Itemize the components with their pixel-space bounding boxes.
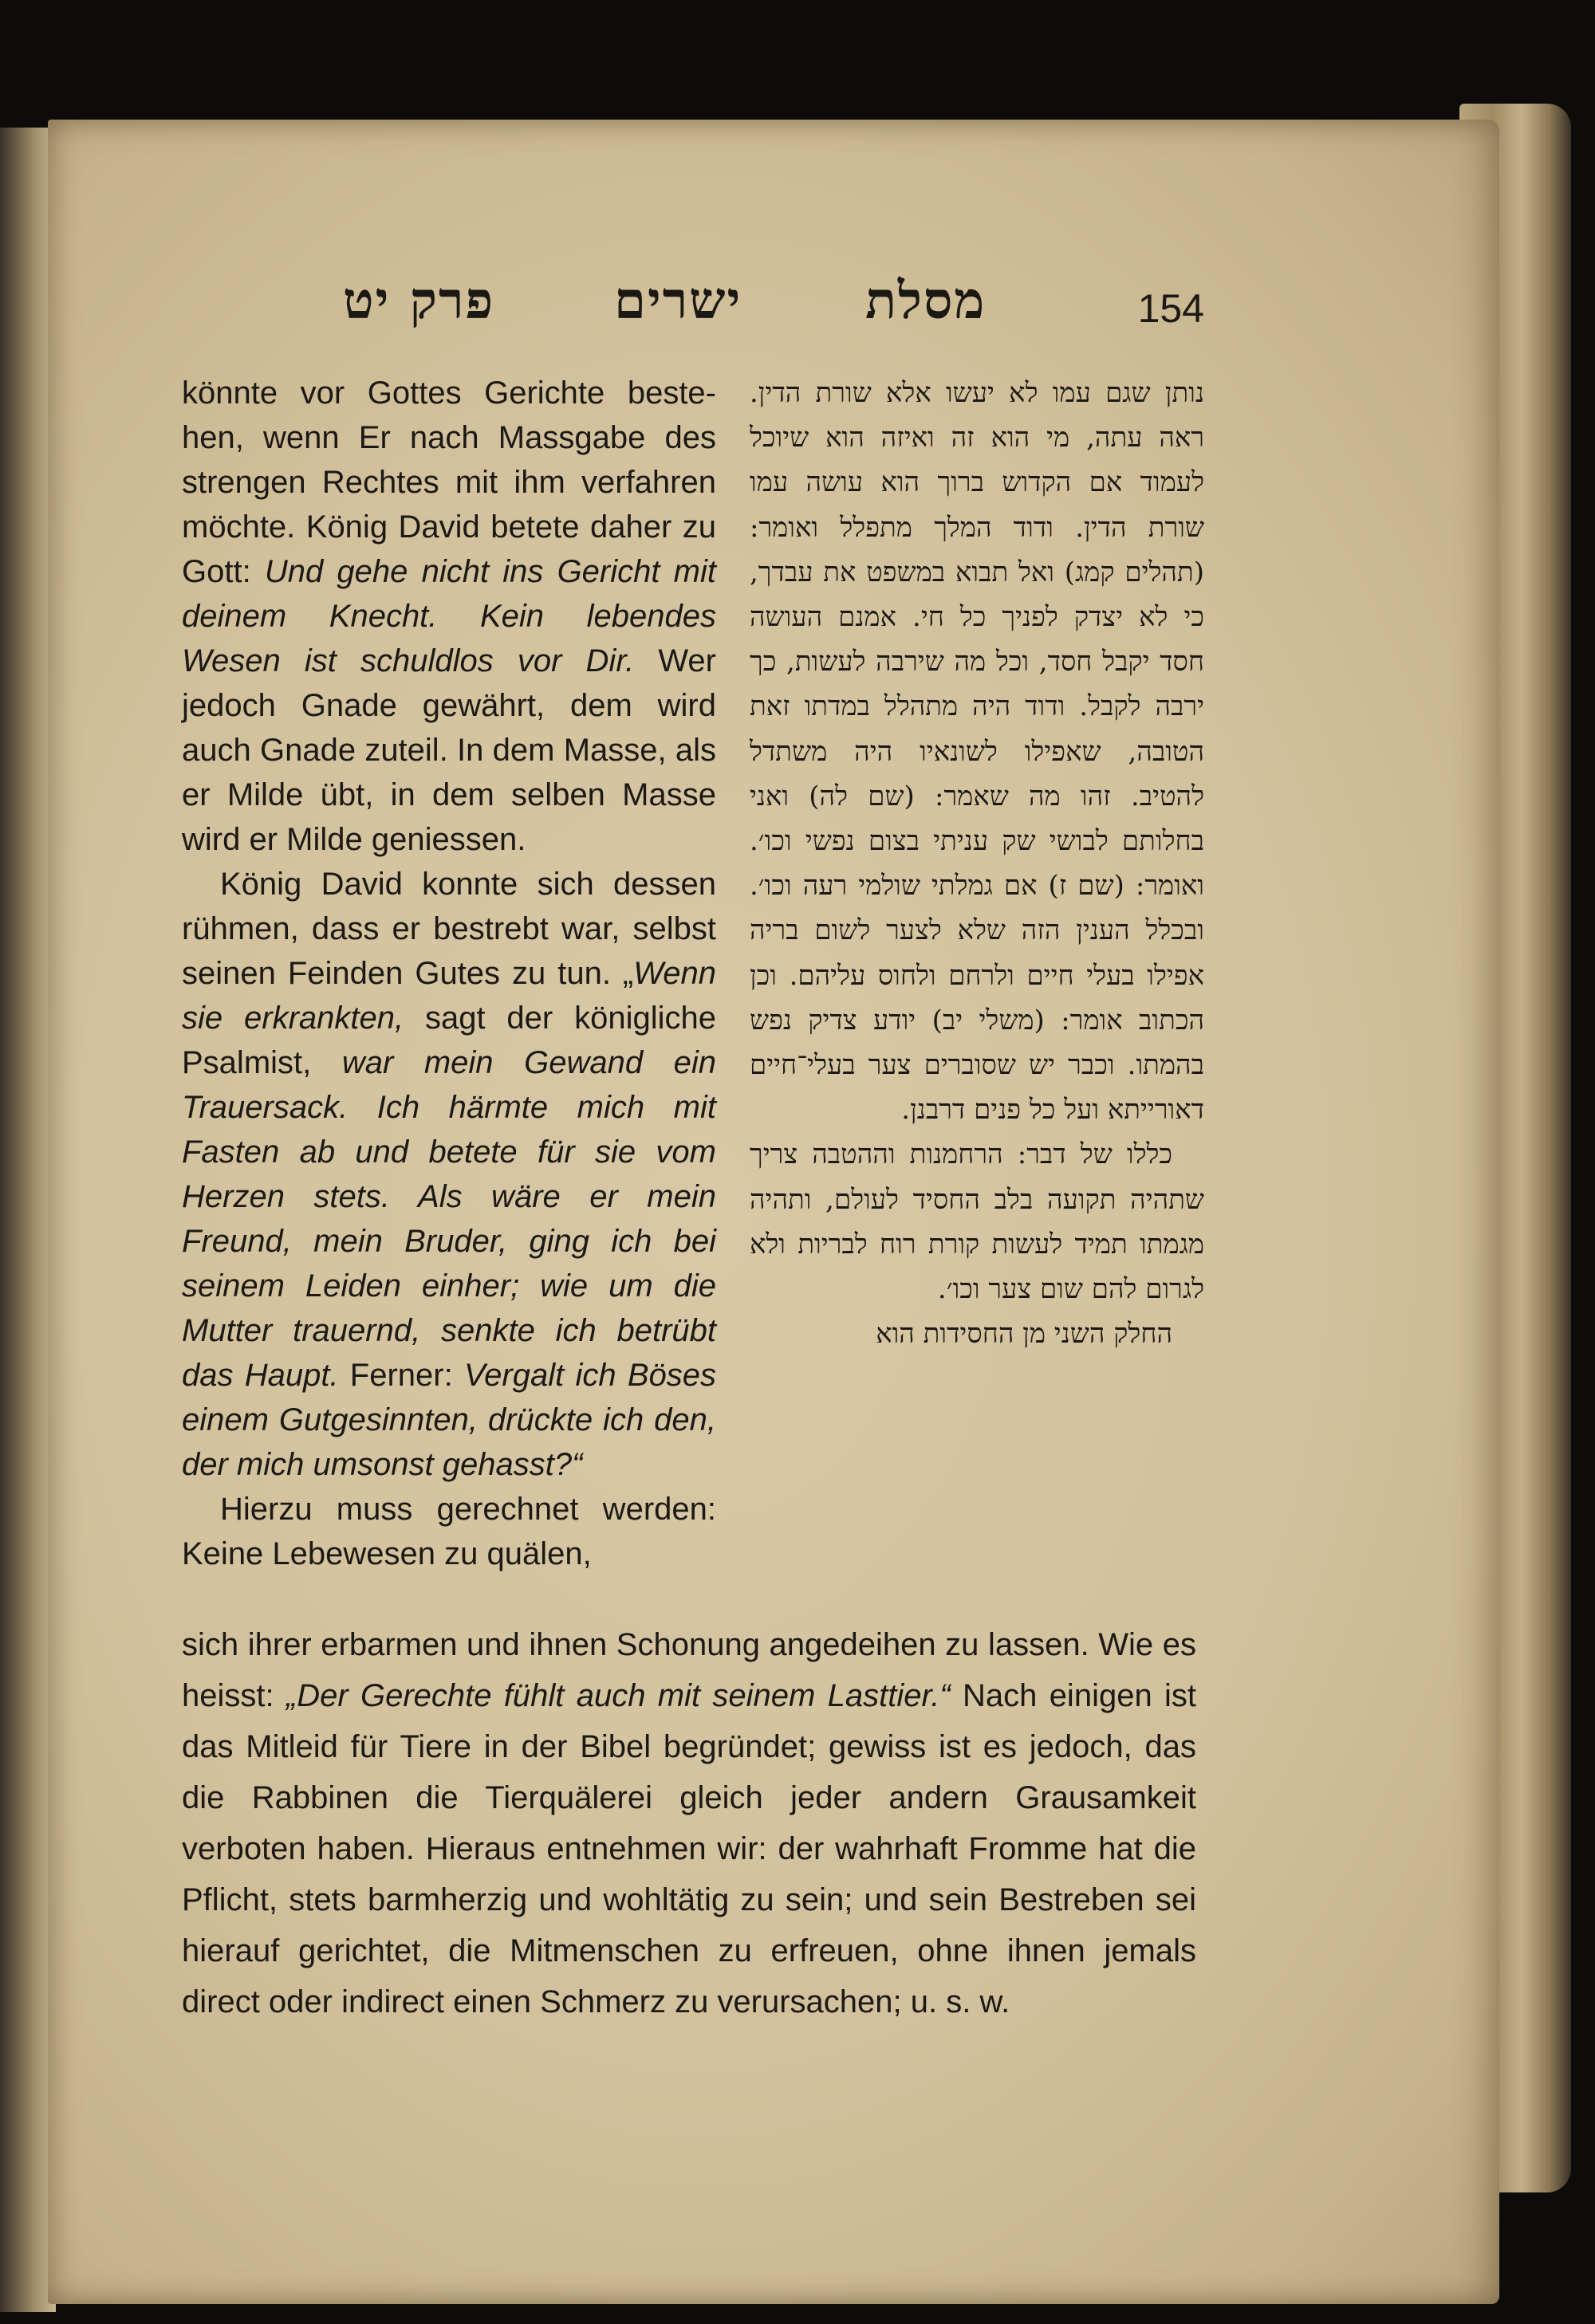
header-title-word: מסלת	[865, 271, 987, 331]
psalm-quote: Und gehe nicht ins Gericht mit deinem Knecht. Kein lebendes Wesen ist schuldlos vor Dir.	[182, 554, 716, 678]
text-run: sich ihrer erbarmen und ihnen Schonung angedeihen zu lassen. Wie es heisst:	[182, 1627, 1196, 1713]
hebrew-paragraph: החלק השני מן החסידות הוא	[876, 1318, 1172, 1351]
german-paragraph	[182, 1487, 716, 1576]
german-paragraph	[182, 862, 716, 1487]
psalm-quote: Wenn sie erkrankten,	[182, 956, 716, 1036]
header-chapter: פרק יט	[343, 271, 495, 331]
hebrew-paragraph: כללו של דבר: הרחמנות וההטבה צריך שתהיה תקועה בלב החסיד לעולם, ותהיה מגמתו תמיד לעשות קורת רוח לבריות ולא לגרום להם שום צער וכו׳.	[750, 1138, 1204, 1306]
psalm-quote: war mein Gewand ein Trauersack. Ich härmte mich mit Fasten ab und betete für sie vom Herzen stets. Als wäre er mein Freund, mein Bruder, ging ich bei seinem Leiden einher; wie um die Mutter trauernd, senkte ich betrübt das Haupt.	[182, 1045, 717, 1393]
german-column	[182, 371, 716, 1576]
hebrew-column	[750, 371, 1204, 1356]
text-run: Nach einigen ist das Mitleid für Tiere in der Bibel begründet; gewiss ist es jedoch, das die Rabbinen die Tierquälerei gleich jeder andern Grausamkeit verboten haben. Hieraus entnehmen wir: der wahrhaft Fromme hat die Pflicht, stets barmherzig und wohltätig zu sein; und sein Bestreben sei hierauf gerichtet, die Mitmenschen zu erfreuen, ohne ihnen jemals direct oder indirect einen Schmerz zu verursachen; u. s. w.	[182, 1678, 1196, 2019]
psalm-quote: Vergalt ich Böses einem Gutgesinnten, drückte ich den, der mich umsonst gehasst?“	[182, 1358, 716, 1482]
header-title-word: ישרים	[614, 271, 742, 331]
german-paragraph	[182, 371, 716, 862]
text-run: Wer jedoch Gnade gewährt, dem wird auch Gnade zuteil. In dem Masse, als er Milde übt, in dem selben Masse wird er Milde geniessen.	[182, 643, 716, 857]
text-run: sagt der königliche Psalmist,	[182, 1001, 716, 1080]
page-number: 154	[1137, 286, 1204, 331]
text-run: Ferner:	[338, 1358, 464, 1393]
running-header	[343, 271, 1204, 359]
proverb-quote: „Der Gerechte fühlt auch mit seinem Lasttier.“	[286, 1678, 951, 1713]
text-run: könnte vor Gottes Gerichte beste-hen, wenn Er nach Massgabe des strengen Rechtes mit ihm verfahren möchte. König David betete daher zu Gott:	[182, 376, 716, 589]
text-run: König David konnte sich dessen rühmen, dass er bestrebt war, selbst seinen Feinden Gutes zu tun. „	[182, 867, 716, 991]
german-full-width-text	[182, 1619, 1196, 2027]
hebrew-paragraph: נותן שגם עמו לא יעשו אלא שורת הדין. ראה עתה, מי הוא זה ואיזה הוא שיוכל לעמוד אם הקדוש ברוך הוא עושה עמו שורת הדין. ודוד המלך מתפלל ואומר: (תהלים קמג) ואל תבוא במשפט את עבדך, כי לא יצדק לפניך כל חי. אמנם העושה חסד יקבל חסד, וכל מה שירבה לעשות, כך ירבה לקבל. ודוד היה מתהלל במדתו זאת הטובה, שאפילו לשונאיו היה משתדל להטיב. זהו מה שאמר: (שם לה) ואני בחלותם לבושי שק עניתי בצום נפשי וכו׳. ואומר: (שם ז) אם גמלתי שולמי רעה וכו׳. ובכלל הענין הזה שלא לצער לשום בריה אפילו בעלי חיים ולרחם ולחוס עליהם. וכן הכתוב אומר: (משלי יב) יודע צדיק נפש בהמתו. וכבר יש שסוברים צער בעלי־חיים דאורייתא ועל כל פנים דרבנן.	[750, 377, 1204, 1127]
text-run: Hierzu muss gerechnet werden: Keine Lebewesen zu quälen,	[182, 1492, 716, 1571]
